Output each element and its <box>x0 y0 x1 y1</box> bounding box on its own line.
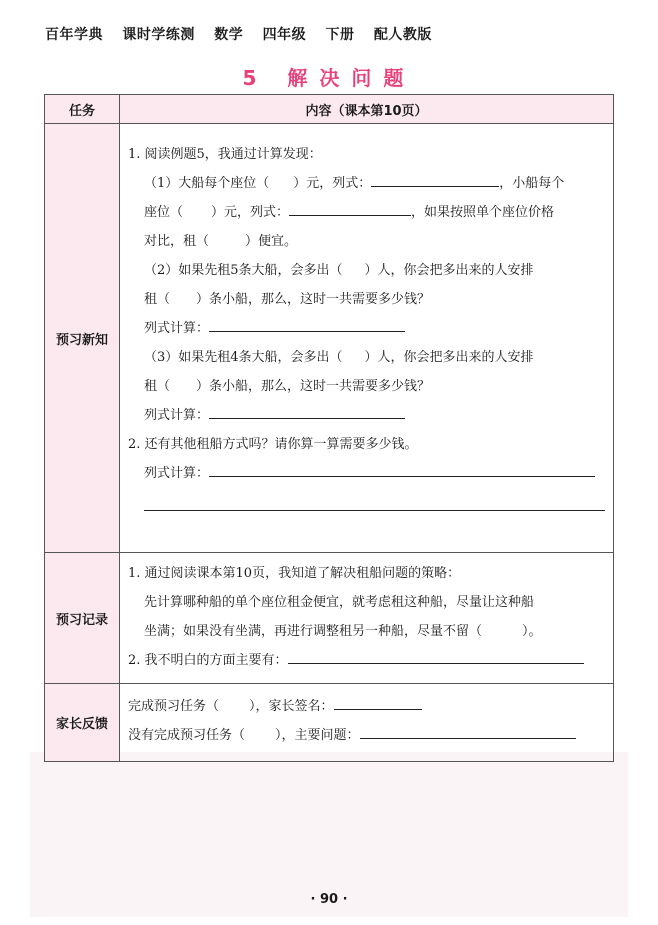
record-item-1-line-3: 坐满；如果没有坐满，再进行调整租另一种船，尽量不留（ ）。 <box>144 624 542 639</box>
answer-blank[interactable] <box>289 200 411 216</box>
row-label-preview: 预习新知 <box>45 124 120 552</box>
calc-line-3: 列式计算： <box>128 459 605 488</box>
question-2: 2. 还有其他租船方式吗？请你算一算需要多少钱。 <box>128 437 418 452</box>
header-item: 下册 <box>325 27 355 43</box>
table-header-row <box>45 95 613 123</box>
record-content <box>120 553 613 683</box>
problem-blank[interactable] <box>360 723 576 739</box>
row-preview <box>45 123 613 552</box>
feedback-line-2: 没有完成预习任务（ ），主要问题： <box>128 721 605 750</box>
feedback-content <box>120 684 613 761</box>
header-item: 课时学练测 <box>122 27 195 43</box>
question-1-3-line-2: 租（ ）条小船，那么，这时一共需要多少钱？ <box>144 379 431 394</box>
header-item: 四年级 <box>262 27 307 43</box>
record-item-2: 2. 我不明白的方面主要有： <box>128 646 605 675</box>
question-1-2-line-2: 租（ ）条小船，那么，这时一共需要多少钱？ <box>144 292 431 307</box>
question-1-2-line-1: （2）如果先租5条大船，会多出（ ）人，你会把多出来的人安排 <box>144 263 534 278</box>
row-feedback <box>45 683 613 761</box>
answer-line[interactable] <box>144 488 605 511</box>
row-record <box>45 552 613 683</box>
answer-blank[interactable] <box>288 648 584 664</box>
column-header-task: 任务 <box>45 95 120 123</box>
record-item-1-line-2: 先计算哪种船的单个座位租金便宜，就考虑租这种船，尽量让这种船 <box>144 595 535 610</box>
calc-line-2: 列式计算： <box>128 401 605 430</box>
question-1-1-line-1: （1）大船每个座位（ ）元，列式： ，小船每个 <box>128 169 605 198</box>
record-item-1: 1. 通过阅读课本第10页，我知道了解决租船问题的策略： <box>128 566 461 581</box>
feedback-line-1: 完成预习任务（ ），家长签名： <box>128 692 605 721</box>
header-item: 数学 <box>214 27 244 43</box>
question-1-3-line-1: （3）如果先租4条大船，会多出（ ）人，你会把多出来的人安排 <box>144 350 534 365</box>
parent-signature-blank[interactable] <box>334 694 422 710</box>
question-1-1-line-2: 座位（ ）元，列式： ，如果按照单个座位价格 <box>128 198 605 227</box>
answer-blank[interactable] <box>209 316 405 332</box>
preview-content <box>120 124 613 552</box>
answer-blank[interactable] <box>209 461 595 477</box>
calc-line-1: 列式计算： <box>128 314 605 343</box>
question-1: 1. 阅读例题5，我通过计算发现： <box>128 147 322 162</box>
answer-blank[interactable] <box>209 403 405 419</box>
header-item: 百年学典 <box>45 27 103 43</box>
row-label-feedback: 家长反馈 <box>45 684 120 761</box>
page-number: · 90 · <box>310 892 348 907</box>
question-1-1-line-3: 对比，租（ ）便宜。 <box>144 234 298 249</box>
lesson-title: 5 解决问题 <box>242 66 416 90</box>
answer-blank[interactable] <box>371 171 499 187</box>
book-header <box>45 24 446 44</box>
worksheet-table <box>44 94 614 762</box>
header-item: 配人教版 <box>373 27 432 43</box>
column-header-content: 内容（课本第10页） <box>305 103 428 119</box>
row-label-record: 预习记录 <box>45 553 120 683</box>
